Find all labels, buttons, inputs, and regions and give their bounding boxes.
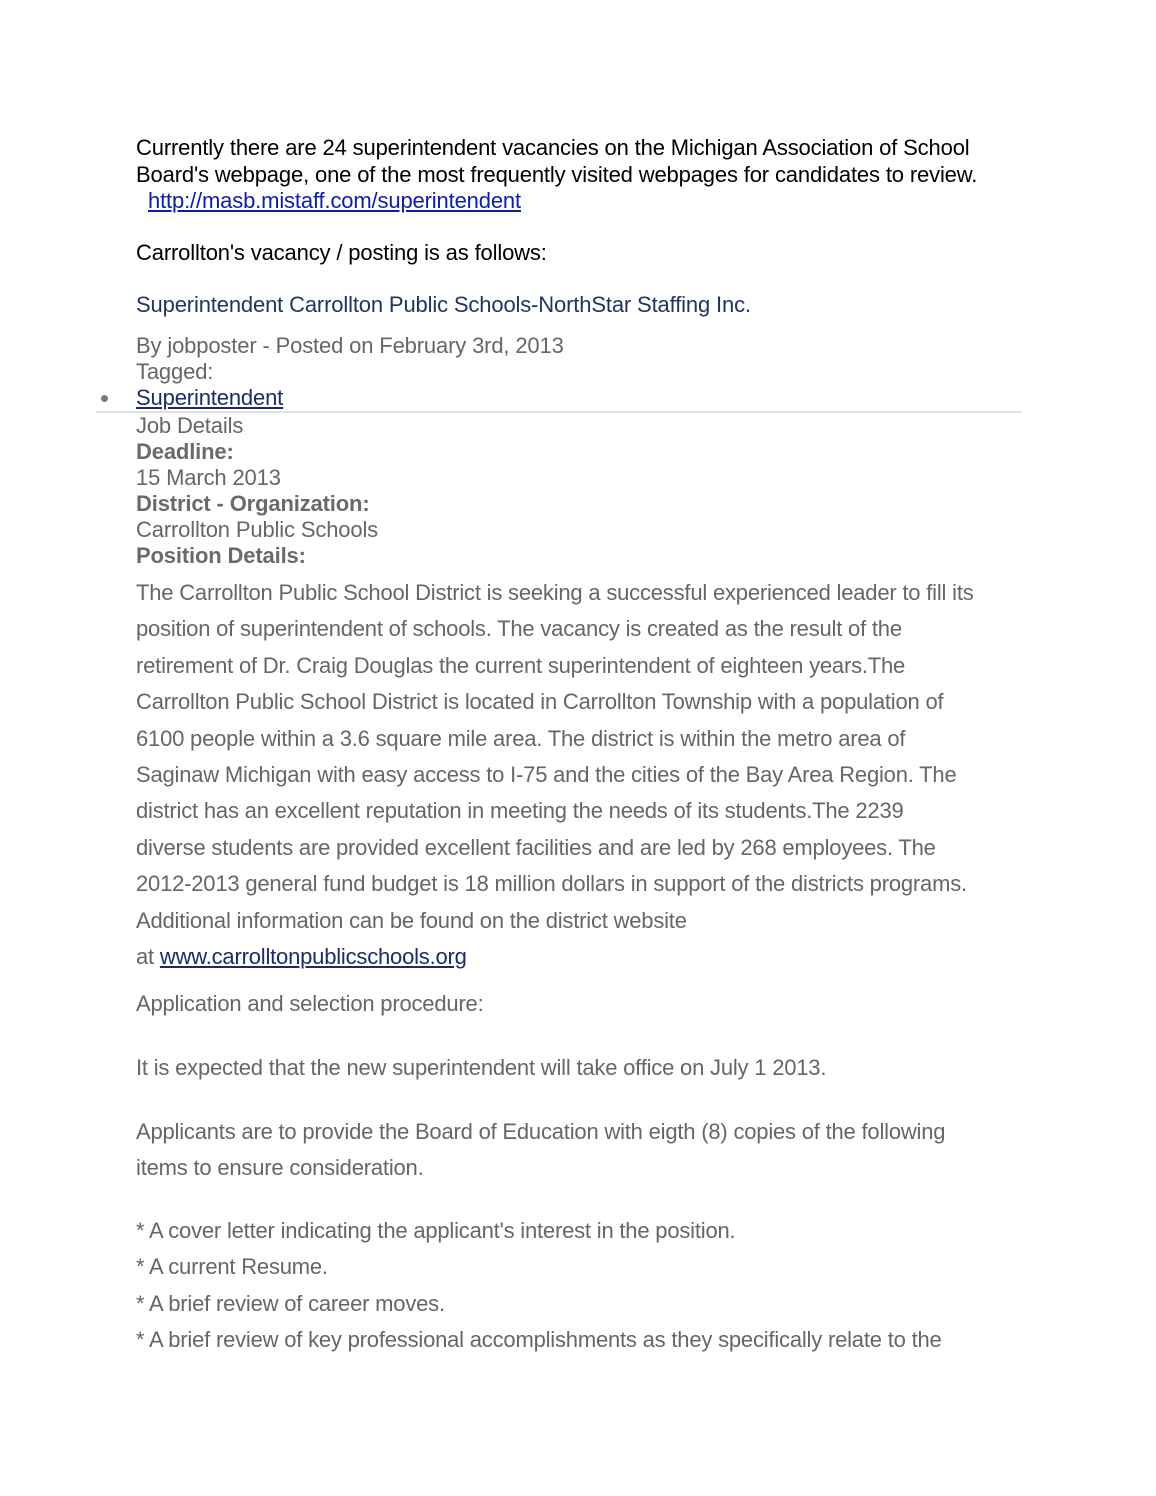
intro-url-line xyxy=(136,188,1036,215)
required-item: * A cover letter indicating the applicant's interest in the position. xyxy=(136,1218,736,1243)
position-line: Carrollton Public School District is located in Carrollton Township with a population of xyxy=(136,689,944,715)
job-details-label: Job Details xyxy=(136,413,244,438)
position-details-label: Position Details: xyxy=(136,543,306,568)
position-details-text xyxy=(136,575,1036,975)
posting-title: Superintendent Carrollton Public Schools-NorthStar Staffing Inc. xyxy=(136,292,751,317)
applicants-line-2: items to ensure consideration. xyxy=(136,1155,424,1180)
application-heading: Application and selection procedure: xyxy=(136,991,484,1016)
position-line: Saginaw Michigan with easy access to I-75 and the cities of the Bay Area Region. The xyxy=(136,762,957,788)
position-line: diverse students are provided excellent facilities and are led by 268 employees. The xyxy=(136,834,936,860)
carrollton-intro-text: Carrollton's vacancy / posting is as follows: xyxy=(136,240,547,265)
posting-byline: By jobposter - Posted on February 3rd, 2013 xyxy=(136,333,564,358)
position-line: district has an excellent reputation in meeting the needs of its students.The 2239 xyxy=(136,798,904,824)
required-item: * A brief review of key professional accomplishments as they specifically relate to the xyxy=(136,1326,942,1352)
tagged-label: Tagged: xyxy=(136,359,214,384)
tag-link-superintendent[interactable]: Superintendent xyxy=(136,385,284,410)
deadline-label: Deadline: xyxy=(136,439,234,464)
website-prefix: at xyxy=(136,944,160,970)
intro-paragraph xyxy=(136,135,1036,215)
expected-start-text: It is expected that the new superintendent will take office on July 1 2013. xyxy=(136,1055,827,1080)
district-website-link[interactable]: www.carrolltonpublicschools.org xyxy=(159,944,467,970)
posting-meta xyxy=(136,333,564,385)
district-label: District - Organization: xyxy=(136,491,370,516)
applicants-paragraph xyxy=(136,1114,945,1186)
deadline-value: 15 March 2013 xyxy=(136,465,281,490)
bullet-icon xyxy=(101,395,108,402)
position-line: retirement of Dr. Craig Douglas the current superintendent of eighteen years.The xyxy=(136,652,906,678)
website-line xyxy=(136,939,1036,975)
required-item: * A brief review of career moves. xyxy=(136,1290,445,1316)
position-line: The Carrollton Public School District is seeking a successful experienced leader to fill its xyxy=(136,580,974,605)
district-value: Carrollton Public Schools xyxy=(136,517,379,542)
required-item: * A current Resume. xyxy=(136,1254,328,1280)
tag-list-item xyxy=(0,385,1156,411)
position-line: Additional information can be found on the district website xyxy=(136,907,687,933)
position-line: 2012-2013 general fund budget is 18 million dollars in support of the districts programs. xyxy=(136,871,967,897)
position-line: 6100 people within a 3.6 square mile area. The district is within the metro area of xyxy=(136,725,906,751)
required-items-list xyxy=(136,1213,942,1358)
position-line: position of superintendent of schools. The vacancy is created as the result of the xyxy=(136,616,902,642)
intro-line-1: Currently there are 24 superintendent vacancies on the Michigan Association of School xyxy=(136,135,970,160)
job-details xyxy=(136,413,378,569)
intro-line-2: Board's webpage, one of the most frequently visited webpages for candidates to review. xyxy=(136,161,978,187)
masb-superintendent-link[interactable]: http://masb.mistaff.com/superintendent xyxy=(148,188,521,213)
applicants-line-1: Applicants are to provide the Board of Education with eigth (8) copies of the following xyxy=(136,1119,946,1144)
